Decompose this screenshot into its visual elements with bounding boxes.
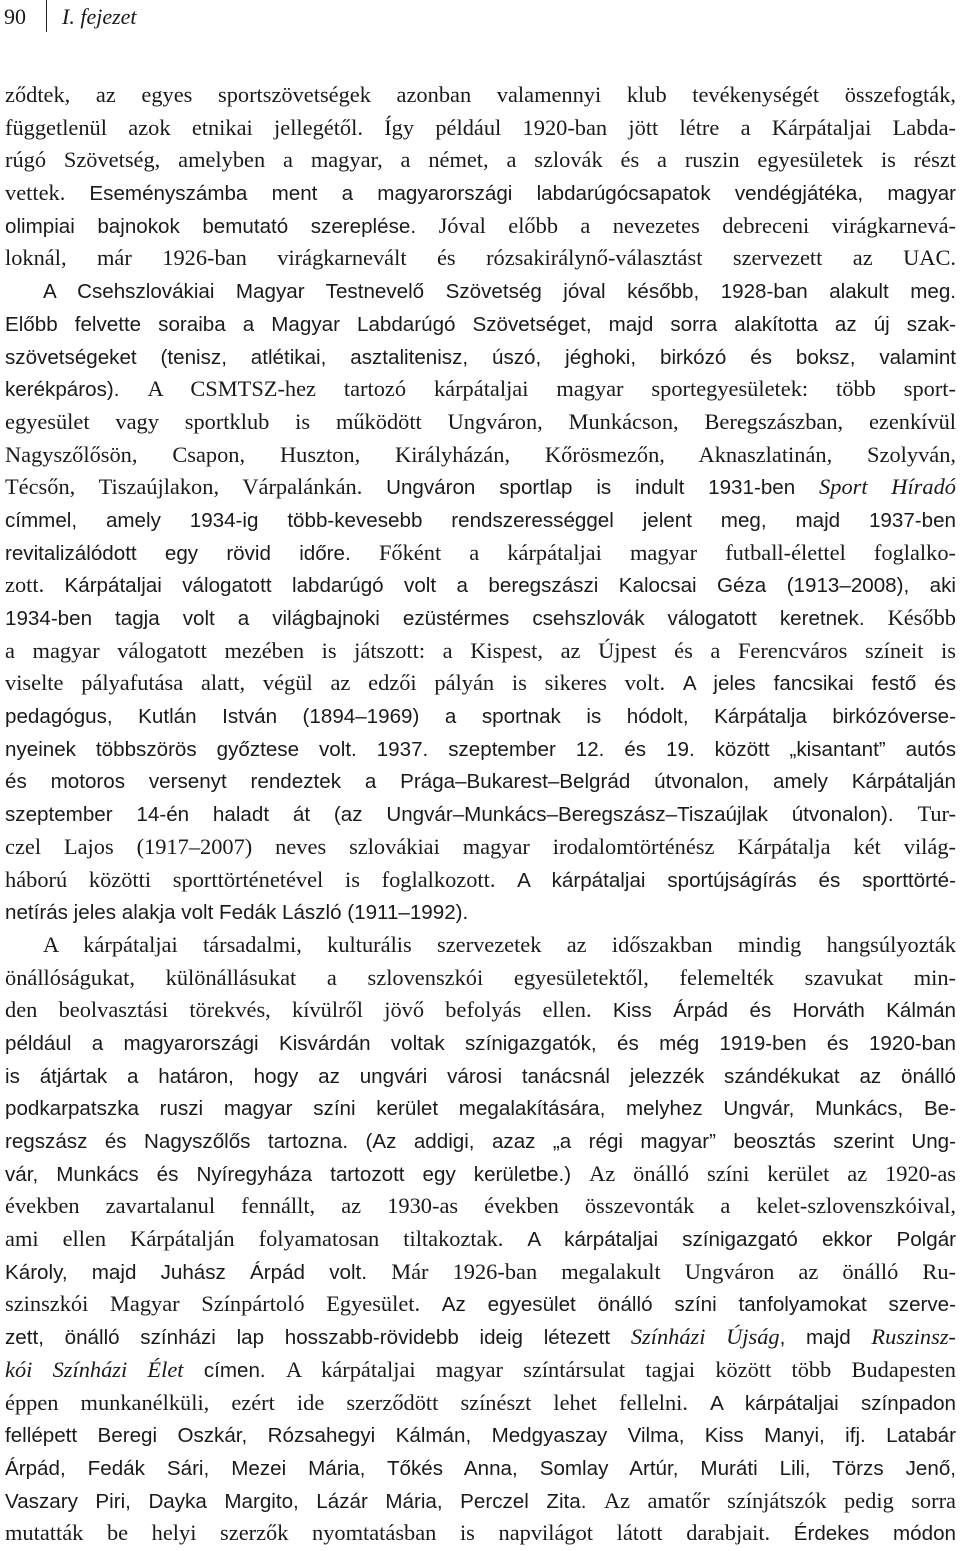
- text-segment: Főként a kárpátaljai magyar futball-élettel foglalko-: [378, 539, 956, 565]
- text-segment-sans: vár, Munkács és Nyíregyháza tartozott egy kerületbe.): [5, 1162, 590, 1186]
- text-line: [5, 700, 956, 733]
- text-segment: viselte pályafutása alatt, végül az edzői pályán is sikeres volt.: [5, 670, 683, 696]
- text-segment-sans: is átjártak a határon, hogy az ungvári városi tanácsnál jelezzék szándékukat az önálló: [5, 1064, 956, 1088]
- text-line: [5, 439, 956, 472]
- text-segment: egyesület vagy sportklub is működött Ungváron, Munkácson, Beregszászban, ezenkívül: [5, 408, 956, 434]
- text-line: [5, 144, 956, 177]
- text-segment: rúgó Szövetség, amelyben a magyar, a német, a szlovák és a ruszin egyesületek is részt: [5, 147, 956, 173]
- text-line: [5, 1223, 956, 1256]
- text-line: [5, 831, 956, 864]
- text-line: [5, 667, 956, 700]
- text-line: [5, 1288, 956, 1321]
- body-text: [5, 79, 956, 1550]
- text-segment: Az amatőr színjátszók pedig sorra: [603, 1487, 956, 1513]
- text-segment-sans: Vaszary Piri, Dayka Margito, Lázár Mária, Perczel Zita.: [5, 1489, 604, 1513]
- text-line: [5, 765, 956, 798]
- text-segment: A kárpátaljai társadalmi, kulturális szervezetek az időszakban mindig hangsúlyozták: [43, 931, 956, 957]
- text-segment: Később: [887, 605, 956, 630]
- text-segment: vettek.: [5, 180, 90, 206]
- text-segment: függetlenül azok etnikai jellegétől. Így például 1920-ban jött létre a Kárpátaljai Labda-: [5, 114, 956, 140]
- text-line: [5, 1092, 956, 1125]
- text-segment: A CSMTSZ-hez tartozó kárpátaljai magyar sportegyesületek: több sport-: [147, 376, 956, 402]
- text-segment: loknál, már 1926-ban virágkarnevált és rózsakirálynő-választást szervezett az UAC.: [5, 245, 956, 271]
- running-head: [0, 0, 960, 36]
- text-line: [5, 962, 956, 995]
- text-line: [5, 1125, 956, 1158]
- text-line: [5, 635, 956, 668]
- text-line: [5, 798, 956, 831]
- text-segment-italic: Sport Híradó: [819, 474, 956, 500]
- text-line: [5, 1485, 956, 1518]
- text-segment-sans: Kiss Árpád és Horváth Kálmán: [612, 999, 957, 1023]
- text-line: [5, 602, 956, 635]
- text-segment-sans: , majd: [779, 1326, 872, 1350]
- text-segment-sans: kerékpáros).: [5, 378, 148, 402]
- text-segment: a magyar válogatott mezében is játszott: a Kispest, az Újpest és a Ferencváros színeit is: [5, 637, 956, 663]
- text-line: [5, 1387, 956, 1420]
- text-segment: éppen munkanélküli, ezért ide szerződött színészt lehet fellelni.: [5, 1389, 711, 1415]
- text-segment-sans: címmel, amely 1934-ig több-kevesebb rendszerességgel jelent meg, majd 1937-ben: [5, 508, 956, 532]
- text-segment: háború közötti sporttörténetével is foglalkozott.: [5, 866, 518, 892]
- text-line: [5, 929, 956, 962]
- text-line: [5, 79, 956, 112]
- text-segment: zott.: [5, 572, 65, 598]
- text-segment: mutatták be helyi szerzők nyomtatásban is napvilágot látott darabjait.: [5, 1520, 794, 1546]
- text-segment-sans: Ungváron sportlap is indult 1931-ben: [386, 476, 820, 500]
- text-segment: czel Lajos (1917–2007) neves szlovákiai magyar irodalomtörténész Kárpátalja két világ-: [5, 833, 956, 859]
- text-segment-sans: címen.: [183, 1358, 286, 1382]
- text-segment: ződtek, az egyes sportszövetségek azonban valamennyi klub tevékenységét összefogták,: [5, 82, 956, 107]
- text-segment: Nagyszőlősön, Csapon, Huszton, Királyházán, Kőrösmezőn, Aknaszlatinán, Szolyván,: [5, 441, 956, 467]
- text-segment-sans: és motoros versenyt rendeztek a Prága–Bukarest–Belgrád útvonalon, amely Kárpátalján: [5, 770, 956, 794]
- text-line: [5, 112, 956, 145]
- text-line: [5, 896, 956, 929]
- text-segment: Tur-: [917, 801, 956, 827]
- text-segment-sans: Árpád, Fedák Sári, Mezei Mária, Tőkés Anna, Somlay Artúr, Muráti Lili, Törzs Jenő,: [5, 1456, 956, 1480]
- text-line: [5, 1452, 956, 1485]
- text-segment-italic: kói Színházi Élet: [5, 1356, 184, 1382]
- text-line: [5, 994, 956, 1027]
- text-segment: Az önálló színi kerület az 1920-as: [589, 1160, 956, 1186]
- text-segment-italic: Színházi Újság: [630, 1324, 780, 1350]
- text-segment-sans: szövetségeket (tenisz, atlétikai, asztalitenisz, úszó, jéghoki, birkózó és boksz, valamint: [5, 345, 956, 369]
- page-number: 90: [4, 4, 26, 29]
- text-segment-sans: Érdekes módon: [793, 1522, 956, 1546]
- text-line: [5, 210, 956, 243]
- text-line: [5, 569, 956, 602]
- text-segment: években zavartalanul fennállt, az 1930-as években összevonták a kelet-szlovenszkóival,: [5, 1193, 956, 1219]
- text-segment: Técsőn, Tiszaújlakon, Várpalánkán.: [5, 474, 387, 500]
- text-segment-sans: revitalizálódott egy rövid időre.: [5, 541, 379, 565]
- text-segment-sans: például a magyarországi Kisvárdán voltak színigazgatók, és még 1919-ben és 1920-ban: [5, 1031, 956, 1055]
- text-line: [5, 1158, 956, 1191]
- chapter-title: I. fejezet: [62, 4, 137, 29]
- text-segment-sans: A jeles fancsikai festő és: [682, 672, 957, 696]
- text-line: [5, 406, 956, 439]
- text-segment-sans: Az egyesület önálló színi tanfolyamokat szerve-: [441, 1293, 956, 1317]
- text-line: [5, 1027, 956, 1060]
- text-segment-sans: pedagógus, Kutlán István (1894–1969) a sportnak is hódolt, Kárpátalja birkózóverse-: [5, 705, 956, 729]
- text-line: [5, 242, 956, 275]
- text-line: [5, 341, 956, 374]
- text-segment-sans: nyeinek többszörös győztese volt. 1937. szeptember 12. és 19. között „kisantant” autós: [5, 737, 956, 761]
- text-segment: Már 1926-ban megalakult Ungváron az önálló Ru-: [391, 1258, 956, 1284]
- text-line: [5, 1190, 956, 1223]
- text-line: [5, 177, 956, 210]
- text-line: [5, 733, 956, 766]
- text-line: [5, 308, 956, 341]
- text-segment-sans: zett, önálló színházi lap hosszabb-rövidebb ideig létezett: [5, 1326, 631, 1350]
- text-segment: Jóval előbb a nevezetes debreceni virágkarnevá-: [438, 212, 956, 238]
- text-segment-sans: Kárpátaljai válogatott labdarúgó volt a beregszászi Kalocsai Géza (1913–2008), aki: [64, 574, 956, 598]
- text-segment-sans: regszász és Nagyszőlős tartozna. (Az addigi, azaz „a régi magyar” beosztás szerint Ung-: [5, 1130, 956, 1153]
- text-line: [5, 1419, 956, 1452]
- text-line: [5, 275, 956, 308]
- text-segment-sans: fellépett Beregi Oszkár, Rózsahegyi Kálmán, Medgyaszay Vilma, Kiss Manyi, ifj. Latabár: [5, 1424, 956, 1448]
- text-line: [5, 864, 956, 897]
- header-divider: [46, 0, 47, 32]
- text-segment-sans: A kárpátaljai sportújságírás és sporttörté-: [517, 868, 956, 892]
- text-segment-sans: szeptember 14-én haladt át (az Ungvár–Munkács–Beregszász–Tiszaújlak útvonalon).: [5, 803, 918, 827]
- text-line: [5, 537, 956, 570]
- text-segment-sans: olimpiai bajnokok bemutató szereplése.: [5, 214, 439, 238]
- text-line: [5, 1321, 956, 1354]
- text-line: [5, 1517, 956, 1550]
- text-segment-sans: A kárpátaljai színpadon: [710, 1391, 956, 1415]
- text-segment: A kárpátaljai magyar színtársulat tagjai között több Budapesten: [285, 1356, 956, 1382]
- text-segment-sans: Előbb felvette soraiba a Magyar Labdarúgó Szövetséget, majd sorra alakította az új szak-: [5, 312, 956, 336]
- text-segment-sans: Eseményszámba ment a magyarországi labdarúgócsapatok vendégjátéka, magyar: [89, 182, 957, 206]
- text-segment: önállóságukat, különállásukat a szlovenszkói egyesületektől, felemelték szavukat min-: [5, 964, 956, 990]
- text-line: [5, 373, 956, 406]
- text-segment-sans: A Csehszlovákiai Magyar Testnevelő Szövetség jóval később, 1928-ban alakult meg.: [43, 280, 956, 304]
- text-line: [5, 1256, 956, 1289]
- text-segment: ami ellen Kárpátalján folyamatosan tiltakoztak.: [5, 1226, 528, 1252]
- text-segment-sans: podkarpatszka ruszi magyar színi kerület megalakítására, melyhez Ungvár, Munkács, Be-: [5, 1097, 956, 1121]
- text-segment-sans: netírás jeles alakja volt Fedák László (1911–1992).: [5, 901, 469, 925]
- text-segment-sans: A kárpátaljai színigazgató ekkor Polgár: [527, 1228, 957, 1252]
- text-segment-sans: 1934-ben tagja volt a világbajnoki ezüstérmes csehszlovák válogatott keretnek.: [5, 607, 888, 630]
- text-line: [5, 504, 956, 537]
- text-segment-sans: Károly, majd Juhász Árpád volt.: [5, 1260, 392, 1284]
- text-line: [5, 1060, 956, 1093]
- text-segment: szinszkói Magyar Színpártoló Egyesület.: [5, 1291, 442, 1317]
- text-segment: den beolvasztási törekvés, kívülről jövő befolyás ellen.: [5, 997, 613, 1023]
- text-line: [5, 1354, 956, 1387]
- text-line: [5, 471, 956, 504]
- text-segment-italic: Ruszinsz-: [871, 1324, 956, 1350]
